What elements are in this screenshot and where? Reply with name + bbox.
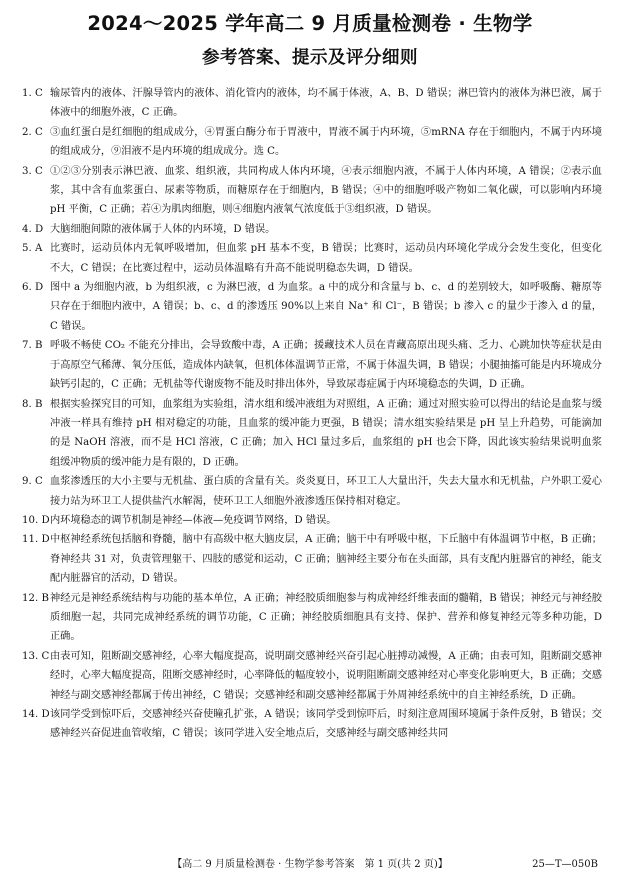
answer-number: 6. D: [22, 282, 44, 294]
answer-explanation: ①②③分别表示淋巴液、血浆、组织液，共同构成人体内环境，④表示细胞内液，不属于人体内环境，A 错误；②表示血浆，其中含有血浆蛋白、尿素等物质，而糖原存在于细胞内，B 错误；④中的细胞呼吸产物如二氧化碳，可以影响内环境 pH 平衡，C 正确；若④为肌肉细胞，则④细胞内液氧气浓度低于③组织液，D 错误。: [50, 165, 602, 216]
answer-explanation: 血浆渗透压的大小主要与无机盐、蛋白质的含量有关。炎炎夏日，环卫工人大量出汗，失去大量水和无机盐，户外职工爱心接力站为环卫工人提供盐汽水解渴，使环卫工人细胞外液渗透压保持相对稳定。: [50, 476, 602, 507]
answer-item: [22, 123, 602, 162]
answer-explanation: 中枢神经系统包括脑和脊髓，脑中有高级中枢大脑皮层，A 正确；脑干中有呼吸中枢，下丘脑中有体温调节中枢，B 正确；脊神经共 31 对，负责管理躯干、四肢的感觉和运动，C 正确；脑神经主要分布在头面部，具有支配内脏器官的神经，能支配内脏器官的活动，D 错误。: [50, 534, 602, 585]
answer-explanation: 比赛时，运动员体内无氧呼吸增加，但血浆 pH 基本不变，B 错误；比赛时，运动员内环境化学成分会发生变化，但变化不大，C 错误；在比赛过程中，运动员体温略有升高不能说明稳态失调，D 错误。: [50, 243, 602, 274]
answer-item: [22, 395, 602, 473]
page-title: 2024～2025 学年高二 9 月质量检测卷 · 生物学: [87, 12, 533, 35]
answer-item: [22, 220, 602, 239]
answer-item: [22, 511, 602, 530]
answer-item: [22, 336, 602, 394]
footer-page-info: 【高二 9 月质量检测卷 · 生物学参考答案 第 1 页(共 2 页)】: [172, 859, 448, 870]
page-footer: [0, 857, 620, 873]
answer-explanation: 输尿管内的液体、汗腺导管内的液体、消化管内的液体，均不属于体液，A、B、D 错误；淋巴管内的液体为淋巴液，属于体液中的细胞外液，C 正确。: [50, 88, 602, 119]
answer-item: [22, 530, 602, 588]
answer-number: 13. C: [22, 650, 50, 662]
answer-explanation: 神经元是神经系统结构与功能的基本单位，A 正确；神经胶质细胞参与构成神经纤维表面的髓鞘，B 错误；神经元与神经胶质细胞一起，共同完成神经系统的调节功能，C 正确；神经胶质细胞具有支持、保护、营养和修复神经元等多种功能，D 正确。: [50, 592, 602, 643]
answer-number: 7. B: [22, 340, 43, 352]
answer-explanation: 由表可知，阻断副交感神经，心率大幅度提高，说明副交感神经兴奋引起心脏搏动减慢，A 正确；由表可知，阻断副交感神经时，心率大幅度提高，阻断交感神经时，心率降低的幅度较小，说明阻断副交感神经对心率变化影响更大，B 正确；交感神经与副交感神经都属于传出神经，C 错误；交感神经和副交感神经都属于外周神经系统中的自主神经系统，D 正确。: [50, 650, 602, 701]
answer-item: [22, 589, 602, 647]
answer-number: 2. C: [22, 126, 43, 138]
answer-number: 1. C: [22, 88, 43, 99]
answer-number: 5. A: [22, 243, 43, 255]
answer-list: [22, 84, 602, 744]
answer-number: 8. B: [22, 398, 43, 410]
answer-number: 3. C: [22, 165, 43, 177]
answer-item: [22, 705, 602, 744]
answer-number: 11. D: [22, 534, 50, 546]
answer-item: [22, 278, 602, 336]
answer-number: 14. D: [22, 709, 50, 720]
answer-explanation: 呼吸不畅使 CO₂ 不能充分排出，会导致酸中毒，A 正确；援藏技术人员在青藏高原出现头痛、乏力、心跳加快等症状是由于高原空气稀薄、氧分压低，造成体内缺氧，但机体体温调节正常，不属于体温失调，B 错误；小腿抽搐可能是内环境成分缺钙引起的，C 正确；无机盐等代谢废物不能及时排出体外，导致尿毒症属于内环境稳态的失调，D 正确。: [50, 340, 602, 391]
answer-explanation: 根据实验探究目的可知，血浆组为实验组，清水组和缓冲液组为对照组，A 正确；通过对照实验可以得出的结论是血浆与缓冲液一样具有维持 pH 相对稳定的功能，且血浆的缓冲能力更强，B 错误；清水组实验结果是 pH 呈上升趋势，可能滴加的是 NaOH 溶液，而不是 HCl 溶液，C 正确；加入 HCl 量过多后，血浆组的 pH 也会下降，因此该实验结果说明血浆组缓冲物质的缓冲能力是有限的，D 正确。: [50, 398, 602, 468]
answer-item: [22, 239, 602, 278]
answer-explanation: 该同学受到惊吓后，交感神经兴奋使瞳孔扩张，A 错误；该同学受到惊吓后，时刻注意周围环境属于条件反射，B 错误；交感神经兴奋促进血管收缩，C 错误；该同学进入安全地点后，交感神经与副交感神经共同: [50, 709, 602, 740]
answer-item: [22, 84, 602, 123]
answer-item: [22, 647, 602, 705]
answer-number: 4. D: [22, 223, 44, 235]
answer-explanation: 大脑细胞间隙的液体属于人体的内环境，D 错误。: [50, 223, 276, 235]
answer-explanation: 内环境稳态的调节机制是神经—体液—免疫调节网络，D 错误。: [50, 514, 337, 526]
answer-number: 10. D: [22, 514, 50, 526]
answer-item: [22, 162, 602, 220]
answer-number: 9. C: [22, 476, 43, 488]
answer-item: [22, 472, 602, 511]
answer-explanation: 图中 a 为细胞内液，b 为组织液，c 为淋巴液，d 为血浆。a 中的成分和含量与 b、c、d 的差别较大，如呼吸酶、糖原等只存在于细胞内液中，A 错误；b、c、d 的渗透压 90%以上来自 Na⁺ 和 Cl⁻，B 错误；b 渗入 c 的量少于渗入 d 的量，C 错误。: [50, 282, 602, 332]
answer-number: 12. B: [22, 592, 49, 604]
footer-doc-code: 25—T—050B: [532, 859, 598, 870]
page-subtitle: 参考答案、提示及评分细则: [202, 48, 418, 68]
answer-explanation: ③血红蛋白是红细胞的组成成分，④胃蛋白酶分布于胃液中，胃液不属于内环境，⑤mRNA 存在于细胞内，不属于内环境的组成成分，⑨泪液不是内环境的组成成分。选 C。: [50, 126, 602, 158]
